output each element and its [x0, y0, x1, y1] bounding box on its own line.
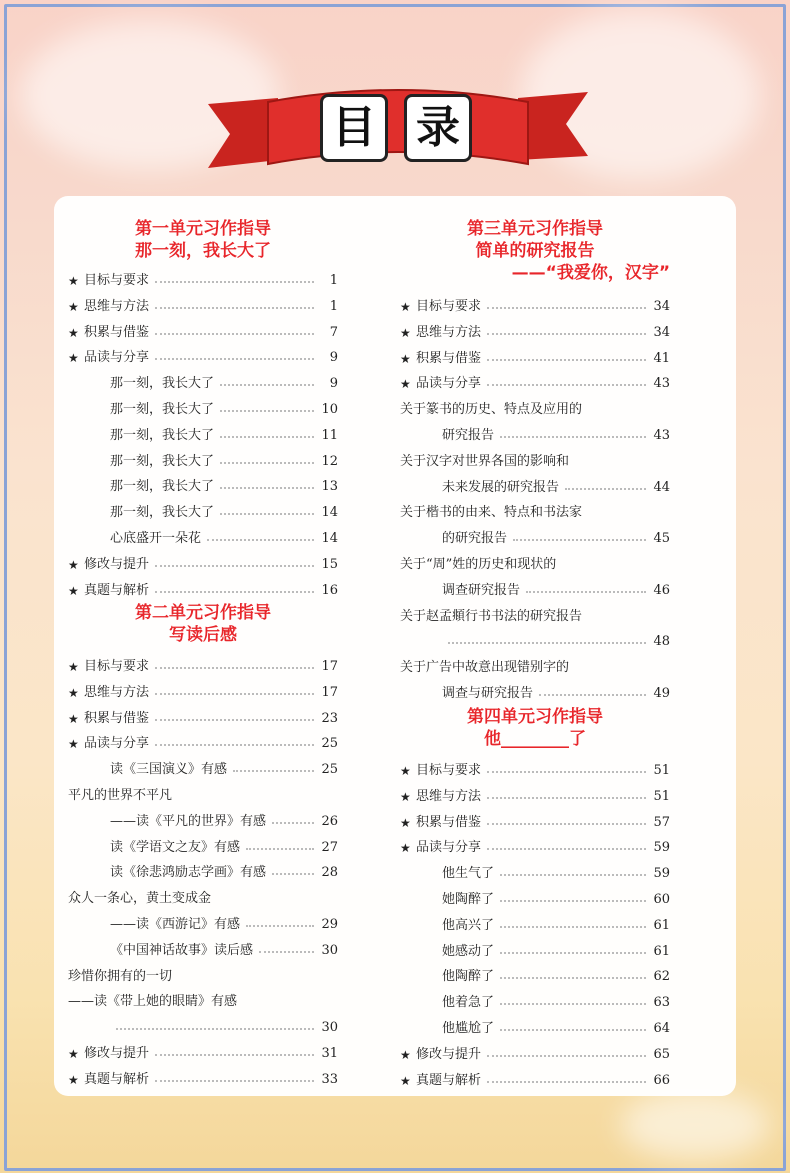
toc-page-number: 14: [321, 505, 338, 521]
toc-page-number: 49: [653, 686, 670, 701]
toc-sub-entry[interactable]: [110, 496, 338, 520]
leader-dots: [500, 900, 646, 902]
toc-entry-label: 未来发展的研究报告: [442, 479, 560, 495]
toc-page-number: 48: [653, 634, 670, 650]
toc-entry-label: 目标与要求: [416, 763, 482, 778]
toc-sub-entry[interactable]: [110, 856, 338, 880]
toc-entry-label: 品读与分享: [416, 840, 482, 856]
star-icon: ★: [400, 300, 411, 314]
unit-title: [68, 218, 338, 262]
toc-page-number: 1: [329, 273, 338, 288]
unit-title-line: 第一单元习作指导: [135, 219, 271, 239]
toc-page-number: 43: [653, 428, 670, 443]
leader-dots: [487, 1055, 646, 1057]
toc-sub-entry[interactable]: [68, 960, 338, 984]
star-icon: ★: [68, 685, 79, 700]
toc-page-number: 12: [321, 453, 338, 469]
toc-entry-label: 那一刻，我长大了: [110, 505, 215, 521]
toc-entry-label: 那一刻，我长大了: [110, 376, 215, 392]
leader-dots: [220, 487, 314, 489]
unit-title-line: 第三单元习作指导: [467, 219, 603, 239]
toc-page-number: 7: [329, 324, 338, 340]
toc-entry-label: 读《学语文之友》有感: [110, 839, 241, 855]
toc-page-number: 46: [653, 582, 670, 598]
leader-dots: [246, 848, 314, 850]
unit-title: [400, 706, 670, 750]
title-char: 录: [416, 102, 460, 153]
leader-dots: [487, 307, 646, 309]
toc-page-number: 26: [321, 813, 338, 829]
toc-sub-entry[interactable]: [442, 909, 670, 933]
toc-sub-entry[interactable]: [68, 985, 338, 1009]
leader-dots: [233, 770, 314, 772]
leader-dots: [220, 384, 314, 386]
leader-dots: [220, 410, 314, 412]
toc-entry[interactable]: [68, 650, 338, 674]
leader-dots: [155, 744, 314, 746]
toc-page-number: 33: [321, 1071, 338, 1087]
toc-sub-entry[interactable]: [110, 522, 338, 546]
toc-entry[interactable]: [68, 290, 338, 314]
toc-page-number: 29: [321, 917, 338, 932]
leader-dots: [207, 539, 314, 541]
leader-dots: [500, 952, 646, 954]
leader-dots: [500, 926, 646, 928]
toc-entry-label: 关于汉字对世界各国的影响和: [400, 453, 570, 469]
toc-page-number: 17: [321, 684, 338, 700]
unit-title-line: 写读后感: [169, 625, 237, 645]
toc-entry-label: 调查研究报告: [442, 582, 521, 598]
toc-entry-label: 关于“周”姓的历史和现状的: [400, 557, 557, 572]
leader-dots: [487, 771, 646, 773]
toc-sub-entry[interactable]: [442, 522, 670, 546]
toc-page-number: 45: [653, 531, 670, 547]
toc-entry-label: 平凡的世界不平凡: [68, 788, 173, 803]
toc-sub-entry[interactable]: [442, 857, 670, 881]
toc-entry-label: 真题与解析: [84, 1071, 150, 1087]
toc-entry[interactable]: [68, 676, 338, 700]
toc-entry[interactable]: [400, 367, 670, 391]
toc-page-number: 60: [653, 892, 670, 907]
star-icon: ★: [400, 1047, 411, 1062]
unit-title: [400, 218, 670, 284]
star-icon: ★: [68, 351, 79, 366]
background-cloud: [620, 1090, 770, 1160]
toc-sub-entry[interactable]: [400, 651, 670, 675]
toc-entry-label: 积累与借鉴: [416, 814, 482, 830]
toc-entry-label: 目标与要求: [84, 273, 150, 288]
toc-sub-entry[interactable]: [442, 625, 670, 649]
toc-entry-label: 她感动了: [442, 943, 495, 959]
star-icon: ★: [68, 711, 79, 726]
ribbon-graphic: [208, 72, 588, 190]
toc-entry[interactable]: [68, 1037, 338, 1061]
toc-entry[interactable]: [68, 1063, 338, 1087]
toc-sub-entry[interactable]: [442, 574, 670, 598]
toc-sub-entry[interactable]: [400, 600, 670, 624]
toc-entry-label: 他陶醉了: [442, 969, 495, 985]
leader-dots: [565, 488, 646, 490]
leader-dots: [500, 436, 646, 438]
toc-entry-label: 修改与提升: [84, 556, 150, 572]
leader-dots: [220, 436, 314, 438]
leader-dots: [526, 591, 646, 593]
leader-dots: [155, 1054, 314, 1056]
star-icon: ★: [68, 660, 79, 674]
star-icon: ★: [68, 583, 79, 598]
leader-dots: [487, 384, 646, 386]
toc-entry-label: 众人一条心，黄土变成金: [68, 891, 212, 907]
toc-entry-label: 关于篆书的历史、特点及应用的: [400, 402, 583, 418]
toc-page-number: 63: [653, 995, 670, 1011]
star-icon: ★: [400, 1073, 411, 1088]
leader-dots: [500, 874, 646, 876]
star-icon: ★: [68, 299, 79, 314]
toc-page-number: 57: [653, 814, 670, 830]
toc-page-number: 44: [653, 479, 670, 495]
leader-dots: [487, 1081, 646, 1083]
toc-entry-label: 修改与提升: [84, 1046, 150, 1061]
toc-entry[interactable]: [68, 574, 338, 598]
toc-entry-label: 那一刻，我长大了: [110, 453, 215, 469]
toc-entry-label: 品读与分享: [84, 736, 150, 752]
leader-dots: [246, 925, 314, 927]
leader-dots: [155, 358, 314, 360]
toc-page-number: 1: [329, 298, 338, 314]
toc-entry[interactable]: [400, 780, 670, 804]
star-icon: ★: [400, 325, 411, 340]
leader-dots: [487, 333, 646, 335]
toc-page-number: 59: [653, 840, 670, 856]
toc-sub-entry[interactable]: [400, 496, 670, 520]
toc-sub-entry[interactable]: [110, 805, 338, 829]
toc-entry[interactable]: [400, 1038, 670, 1062]
toc-entry-label: 她陶醉了: [442, 892, 495, 907]
toc-page-number: 51: [653, 788, 670, 804]
leader-dots: [272, 822, 314, 824]
toc-entry-label: 真题与解析: [416, 1072, 482, 1088]
toc-page-number: 66: [653, 1072, 670, 1088]
toc-entry-label: 的研究报告: [442, 531, 508, 547]
toc-entry-label: 积累与借鉴: [84, 710, 150, 726]
toc-entry-label: 他生气了: [442, 866, 495, 882]
toc-entry[interactable]: [68, 727, 338, 751]
star-icon: ★: [400, 815, 411, 830]
toc-entry-label: 思维与方法: [416, 324, 482, 340]
toc-page-number: 15: [321, 556, 338, 572]
leader-dots: [500, 1029, 646, 1031]
toc-page-number: 9: [329, 376, 338, 392]
leader-dots: [220, 513, 314, 515]
toc-entry[interactable]: [68, 341, 338, 365]
leader-dots: [539, 694, 646, 696]
toc-entry[interactable]: [400, 290, 670, 314]
unit-title-line: 第二单元习作指导: [135, 603, 271, 623]
unit-title: [68, 602, 338, 646]
toc-sub-entry[interactable]: [110, 753, 338, 777]
toc-entry-label: 读《三国演义》有感: [110, 762, 228, 778]
leader-dots: [513, 539, 646, 541]
toc-sub-entry[interactable]: [442, 677, 670, 701]
toc-page-number: 41: [653, 350, 670, 366]
toc-page-number: 11: [321, 427, 338, 443]
toc-entry-label: 那一刻，我长大了: [110, 402, 215, 417]
title-char: 目: [332, 102, 376, 153]
toc-sub-entry[interactable]: [68, 779, 338, 803]
leader-dots: [155, 281, 314, 283]
leader-dots: [500, 977, 646, 979]
toc-entry[interactable]: [400, 806, 670, 830]
toc-page-number: 51: [653, 763, 670, 778]
toc-entry[interactable]: [400, 316, 670, 340]
toc-entry-label: 他尴尬了: [442, 1021, 495, 1036]
toc-entry-label: 那一刻，我长大了: [110, 479, 215, 495]
toc-page-number: 31: [321, 1046, 338, 1061]
unit-title-line: 那一刻，我长大了: [135, 241, 271, 261]
leader-dots: [500, 1003, 646, 1005]
toc-page-number: 25: [321, 736, 338, 752]
toc-sub-entry[interactable]: [110, 393, 338, 417]
leader-dots: [487, 823, 646, 825]
toc-page-number: 65: [653, 1046, 670, 1062]
toc-page-number: 34: [653, 299, 670, 314]
toc-page-number: 43: [653, 376, 670, 392]
toc-page-number: 13: [321, 479, 338, 495]
toc-entry-label: 关于赵孟頫行书书法的研究报告: [400, 608, 583, 624]
toc-page-number: 27: [321, 839, 338, 855]
toc-entry[interactable]: [68, 702, 338, 726]
toc-entry-label: 真题与解析: [84, 582, 150, 598]
toc-sub-entry[interactable]: [442, 419, 670, 443]
star-icon: ★: [400, 764, 411, 778]
leader-dots: [155, 693, 314, 695]
leader-dots: [487, 359, 646, 361]
toc-sub-entry[interactable]: [400, 548, 670, 572]
toc-entry[interactable]: [400, 831, 670, 855]
toc-sub-entry[interactable]: [442, 883, 670, 907]
toc-sub-entry[interactable]: [442, 471, 670, 495]
toc-sub-entry[interactable]: [400, 445, 670, 469]
toc-page-number: 64: [653, 1021, 670, 1036]
toc-entry-label: 目标与要求: [84, 659, 150, 674]
toc-entry-label: 研究报告: [442, 428, 495, 443]
leader-dots: [272, 873, 314, 875]
star-icon: ★: [68, 1047, 79, 1061]
toc-entry-label: 心底盛开一朵花: [110, 531, 202, 546]
star-icon: ★: [68, 274, 79, 288]
toc-entry-label: 他高兴了: [442, 917, 495, 933]
toc-entry[interactable]: [400, 1064, 670, 1088]
toc-page-number: 17: [321, 659, 338, 674]
star-icon: ★: [68, 1072, 79, 1087]
toc-page-number: 62: [653, 969, 670, 985]
leader-dots: [487, 797, 646, 799]
unit-title-line: ——“我爱你，汉字”: [511, 263, 670, 283]
leader-dots: [220, 462, 314, 464]
toc-page-number: 34: [653, 324, 670, 340]
toc-entry-label: 他着急了: [442, 995, 495, 1011]
toc-sub-entry[interactable]: [110, 934, 338, 958]
toc-page-number: 25: [321, 762, 338, 778]
leader-dots: [155, 333, 314, 335]
toc-sub-entry[interactable]: [442, 986, 670, 1010]
toc-entry-label: 关于广告中故意出现错别字的: [400, 660, 570, 676]
star-icon: ★: [68, 737, 79, 752]
leader-dots: [448, 642, 646, 644]
toc-entry-label: 调查与研究报告: [442, 686, 534, 701]
toc-page-number: 23: [321, 710, 338, 726]
unit-title-line: 他________了: [484, 729, 586, 749]
toc-page-number: 30: [321, 942, 338, 958]
toc-page-number: 61: [653, 943, 670, 959]
toc-entry-label: 珍惜你拥有的一切: [68, 968, 173, 984]
toc-entry[interactable]: [68, 264, 338, 288]
toc-page-number: 59: [653, 866, 670, 882]
star-icon: ★: [400, 789, 411, 804]
leader-dots: [155, 591, 314, 593]
toc-entry[interactable]: [400, 342, 670, 366]
toc-sub-entry[interactable]: [110, 908, 338, 932]
toc-entry-label: ——读《带上她的眼睛》有感: [68, 994, 238, 1010]
star-icon: ★: [400, 841, 411, 856]
toc-entry-label: 目标与要求: [416, 299, 482, 314]
toc-entry-label: 思维与方法: [416, 788, 482, 804]
toc-sub-entry[interactable]: [442, 935, 670, 959]
title-banner: [208, 72, 588, 190]
unit-title-line: 简单的研究报告: [475, 241, 595, 261]
toc-page-number: 16: [321, 582, 338, 598]
toc-entry[interactable]: [68, 316, 338, 340]
toc-entry-label: 《中国神话故事》读后感: [110, 942, 254, 958]
leader-dots: [155, 1080, 314, 1082]
toc-entry-label: 品读与分享: [84, 350, 150, 366]
title-char-box: [404, 94, 472, 162]
leader-dots: [259, 951, 314, 953]
toc-entry-label: 思维与方法: [84, 298, 150, 314]
leader-dots: [155, 307, 314, 309]
toc-entry-label: 思维与方法: [84, 684, 150, 700]
toc-entry-label: 积累与借鉴: [84, 324, 150, 340]
toc-page-number: 10: [321, 402, 338, 417]
leader-dots: [487, 848, 646, 850]
toc-page-number: 14: [321, 531, 338, 546]
toc-entry-label: 关于楷书的由来、特点和书法家: [400, 505, 583, 521]
toc-card: [54, 196, 736, 1096]
toc-entry-label: 修改与提升: [416, 1046, 482, 1062]
toc-sub-entry[interactable]: [442, 1012, 670, 1036]
toc-sub-entry[interactable]: [110, 1011, 338, 1035]
toc-entry-label: 读《徐悲鸿励志学画》有感: [110, 865, 267, 881]
toc-sub-entry[interactable]: [110, 445, 338, 469]
toc-entry-label: ——读《平凡的世界》有感: [110, 813, 267, 829]
toc-sub-entry[interactable]: [110, 367, 338, 391]
toc-entry[interactable]: [68, 548, 338, 572]
toc-sub-entry[interactable]: [110, 419, 338, 443]
toc-page-number: 61: [653, 917, 670, 933]
title-char-box: [320, 94, 388, 162]
toc-sub-entry[interactable]: [400, 393, 670, 417]
leader-dots: [155, 719, 314, 721]
toc-entry-label: ——读《西游记》有感: [110, 917, 241, 932]
toc-page-number: 30: [321, 1020, 338, 1036]
star-icon: ★: [68, 325, 79, 340]
star-icon: ★: [68, 557, 79, 572]
leader-dots: [155, 667, 314, 669]
toc-sub-entry[interactable]: [110, 470, 338, 494]
toc-page-number: 28: [321, 865, 338, 881]
toc-sub-entry[interactable]: [68, 882, 338, 906]
toc-entry-label: 那一刻，我长大了: [110, 427, 215, 443]
toc-entry-label: 积累与借鉴: [416, 350, 482, 366]
leader-dots: [116, 1028, 314, 1030]
star-icon: ★: [400, 377, 411, 392]
toc-sub-entry[interactable]: [110, 831, 338, 855]
toc-sub-entry[interactable]: [442, 960, 670, 984]
toc-entry-label: 品读与分享: [416, 376, 482, 392]
toc-page-number: 9: [329, 350, 338, 366]
leader-dots: [155, 565, 314, 567]
unit-title-line: 第四单元习作指导: [467, 707, 603, 727]
toc-entry[interactable]: [400, 754, 670, 778]
star-icon: ★: [400, 351, 411, 366]
